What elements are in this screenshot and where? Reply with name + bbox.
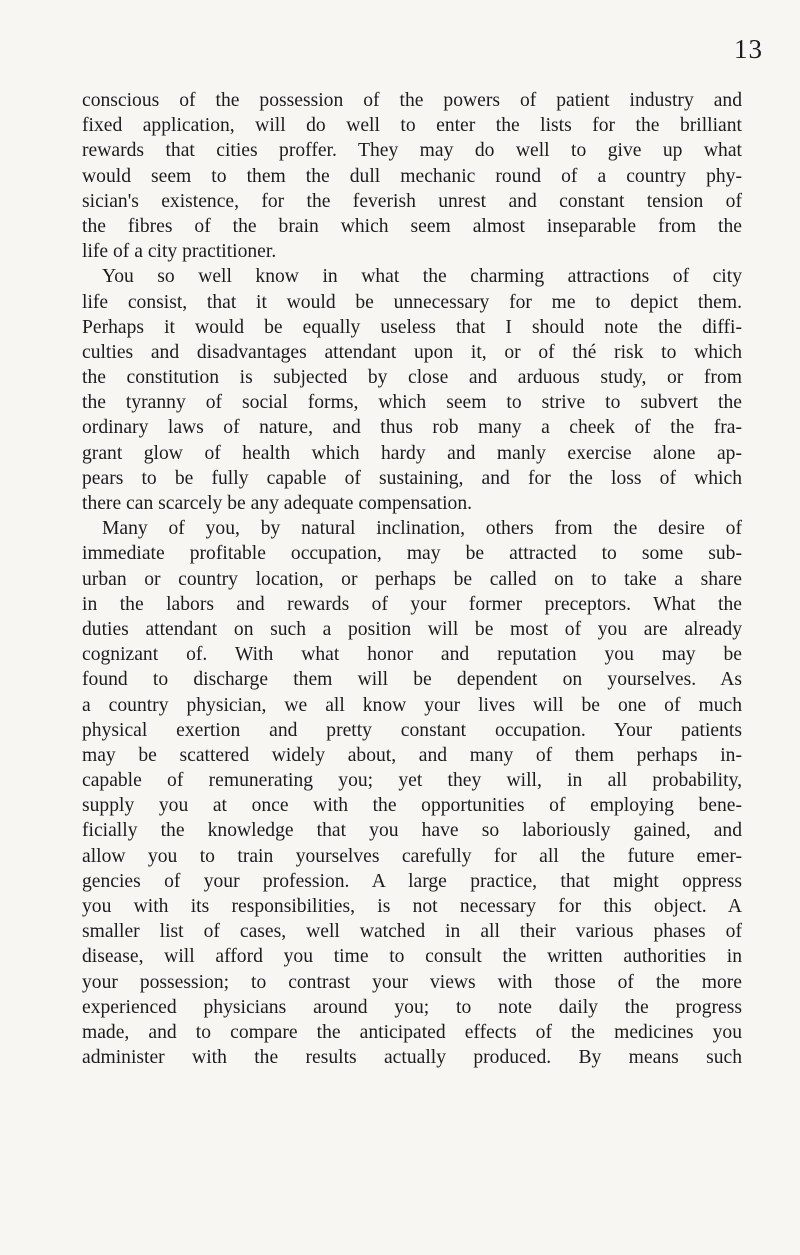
text-line: experienced physicians around you; to note daily the progress xyxy=(82,996,742,1018)
text-line: made, and to compare the anticipated effects of the medicines you xyxy=(82,1021,742,1043)
text-line: physical exertion and pretty constant occupation. Your patients xyxy=(82,719,742,741)
text-line: fixed application, will do well to enter the lists for the brilliant xyxy=(82,115,742,137)
text-line: rewards that cities proffer. They may do well to give up what xyxy=(82,140,742,162)
text-line: disease, will afford you time to consult the written authorities in xyxy=(82,946,742,968)
text-line: duties attendant on such a position will be most of you are already xyxy=(82,618,742,640)
text-line: immediate profitable occupation, may be attracted to some sub- xyxy=(82,543,742,565)
text-line: smaller list of cases, well watched in all their various phases of xyxy=(82,921,742,943)
text-line: found to discharge them will be dependent on yourselves. As xyxy=(82,669,742,691)
text-line: may be scattered widely about, and many of them perhaps in- xyxy=(82,744,742,766)
text-line: the fibres of the brain which seem almost inseparable from the xyxy=(82,215,742,237)
text-line: capable of remunerating you; yet they will, in all probability, xyxy=(82,770,742,792)
text-line: ficially the knowledge that you have so laboriously gained, and xyxy=(82,820,742,842)
text-line: allow you to train yourselves carefully for all the future emer- xyxy=(82,845,742,867)
text-line: culties and disadvantages attendant upon it, or of thé risk to which xyxy=(82,341,742,363)
text-line: would seem to them the dull mechanic round of a country phy- xyxy=(82,165,742,187)
text-line: your possession; to contrast your views with those of the more xyxy=(82,971,742,993)
text-line: administer with the results actually produced. By means such xyxy=(82,1047,742,1069)
text-line: cognizant of. With what honor and reputation you may be xyxy=(82,644,742,666)
page-number: 13 xyxy=(734,34,763,64)
text-line: ordinary laws of nature, and thus rob many a cheek of the fra- xyxy=(82,417,742,439)
text-line: you with its responsibilities, is not necessary for this object. A xyxy=(82,896,742,917)
text-line: conscious of the possession of the powers of patient industry and xyxy=(82,90,742,111)
text-line: gencies of your profession. A large practice, that might oppress xyxy=(82,870,742,892)
text-line: Perhaps it would be equally useless that I should note the diffi- xyxy=(82,316,742,338)
text-line: sician's existence, for the feverish unrest and constant tension of xyxy=(82,190,742,212)
text-line: life consist, that it would be unnecessary for me to depict them. xyxy=(82,291,742,313)
text-line: in the labors and rewards of your former preceptors. What the xyxy=(82,593,742,615)
text-line: You so well know in what the charming attractions of city xyxy=(102,266,742,288)
text-line: the constitution is subjected by close and arduous study, or from xyxy=(82,367,742,389)
text-line: urban or country location, or perhaps be called on to take a share xyxy=(82,568,742,590)
text-line: there can scarcely be any adequate compensation. xyxy=(82,493,473,514)
text-line: grant glow of health which hardy and manly exercise alone ap- xyxy=(82,442,742,464)
text-line: pears to be fully capable of sustaining, and for the loss of which xyxy=(82,467,742,489)
text-line: supply you at once with the opportunities of employing bene- xyxy=(82,795,742,817)
text-line: the tyranny of social forms, which seem to strive to subvert the xyxy=(82,392,742,414)
text-line: life of a city practitioner. xyxy=(82,241,277,263)
text-line: Many of you, by natural inclination, others from the desire of xyxy=(102,518,742,540)
text-line: a country physician, we all know your lives will be one of much xyxy=(82,694,742,716)
body-text xyxy=(82,88,742,1070)
